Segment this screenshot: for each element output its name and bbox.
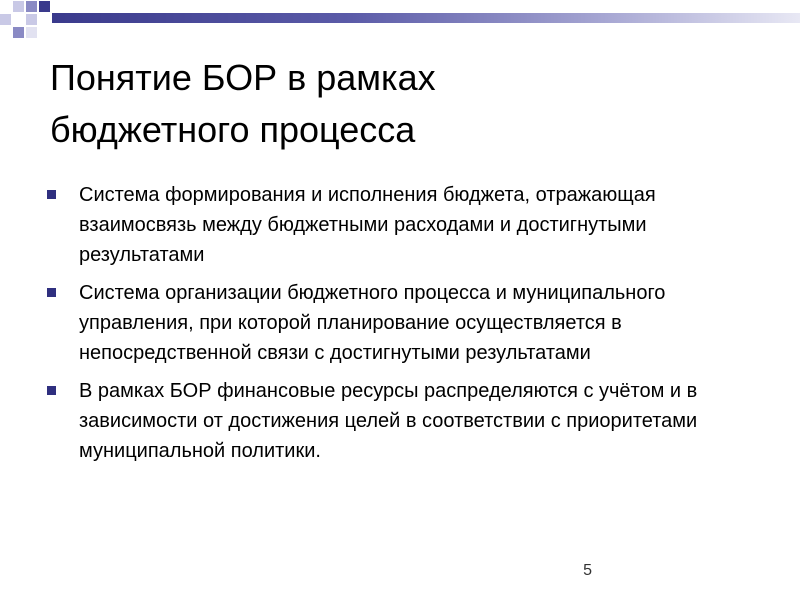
deco-square [13,27,24,38]
deco-square [26,27,37,38]
bullet-item [45,180,765,270]
deco-square [26,1,37,12]
square-bullet-icon [47,386,56,395]
slide-title-line: бюджетного процесса [50,109,416,150]
slide-title-line: Понятие БОР в рамках [50,57,436,98]
deco-square [13,1,24,12]
bullet-text: Система организации бюджетного процесса и муниципального управления, при которой планирование осуществляется в непосредственной связи с достигнутыми результатами [79,282,666,364]
deco-square [39,1,50,12]
square-bullet-icon [47,190,56,199]
slide-title [50,52,770,156]
bullet-item [45,278,765,368]
slide-number: 5 [583,562,592,579]
deco-square [26,14,37,25]
bullet-list [45,180,765,474]
bullet-text: Система формирования и исполнения бюджета, отражающая взаимосвязь между бюджетными расходами и достигнутыми результатами [79,184,656,266]
top-rule-line [52,13,800,23]
decorative-squares [0,0,60,45]
square-bullet-icon [47,288,56,297]
deco-square [0,14,11,25]
bullet-item [45,376,765,466]
bullet-text: В рамках БОР финансовые ресурсы распределяются с учётом и в зависимости от достижения целей в соответствии с приоритетами муниципальной политики. [79,380,698,462]
